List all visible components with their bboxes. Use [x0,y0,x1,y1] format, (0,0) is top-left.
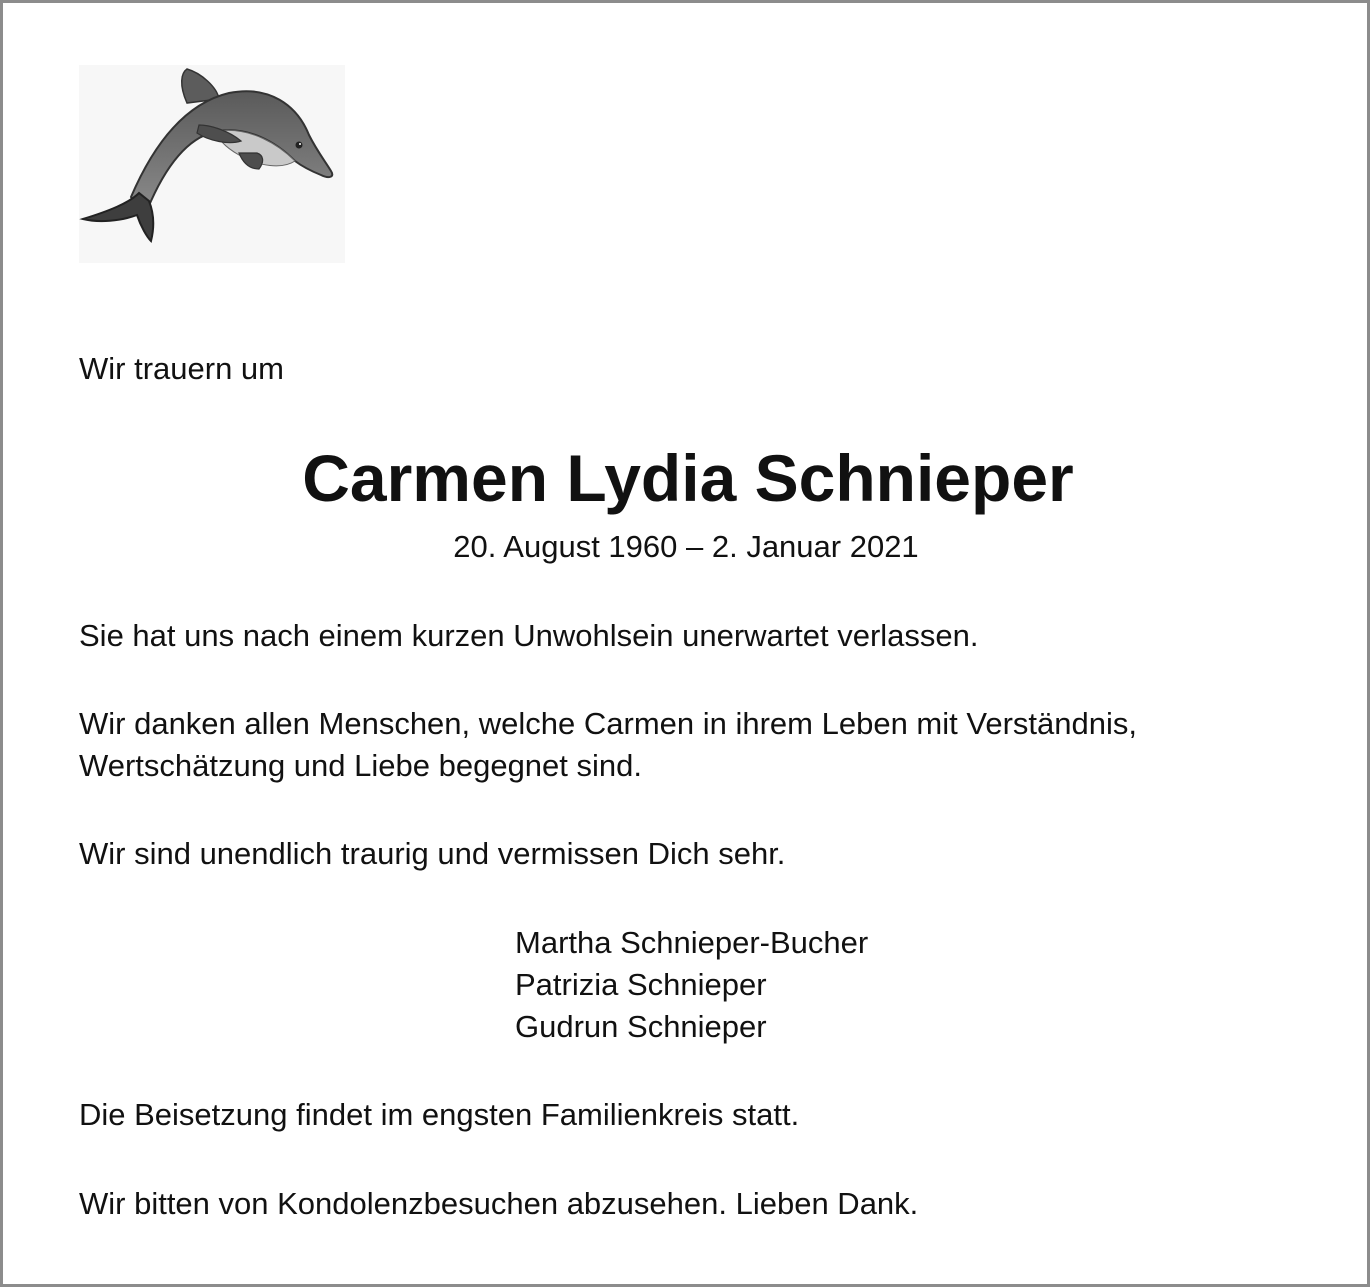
paragraph-departure: Sie hat uns nach einem kurzen Unwohlsein unerwartet verlassen. [79,618,979,653]
paragraph-thanks-line-1: Wir danken allen Menschen, welche Carmen in ihrem Leben mit Verständnis, [79,706,1137,741]
signer-name: Patrizia Schnieper [515,967,767,1002]
signers-list [515,922,868,1048]
intro-text: Wir trauern um [79,351,284,386]
paragraph-grief: Wir sind unendlich traurig und vermissen Dich sehr. [79,836,786,871]
paragraph-thanks-line-2: Wertschätzung und Liebe begegnet sind. [79,748,642,783]
deceased-name: Carmen Lydia Schnieper [302,441,1074,515]
dolphin-icon [79,65,345,263]
life-dates: 20. August 1960 – 2. Januar 2021 [453,529,919,564]
signer-name: Martha Schnieper-Bucher [515,925,869,960]
paragraph-thanks [79,703,1137,787]
paragraph-burial: Die Beisetzung findet im engsten Familienkreis statt. [79,1097,800,1132]
signer-name: Gudrun Schnieper [515,1009,767,1044]
paragraph-condolences: Wir bitten von Kondolenzbesuchen abzusehen. Lieben Dank. [79,1186,919,1221]
